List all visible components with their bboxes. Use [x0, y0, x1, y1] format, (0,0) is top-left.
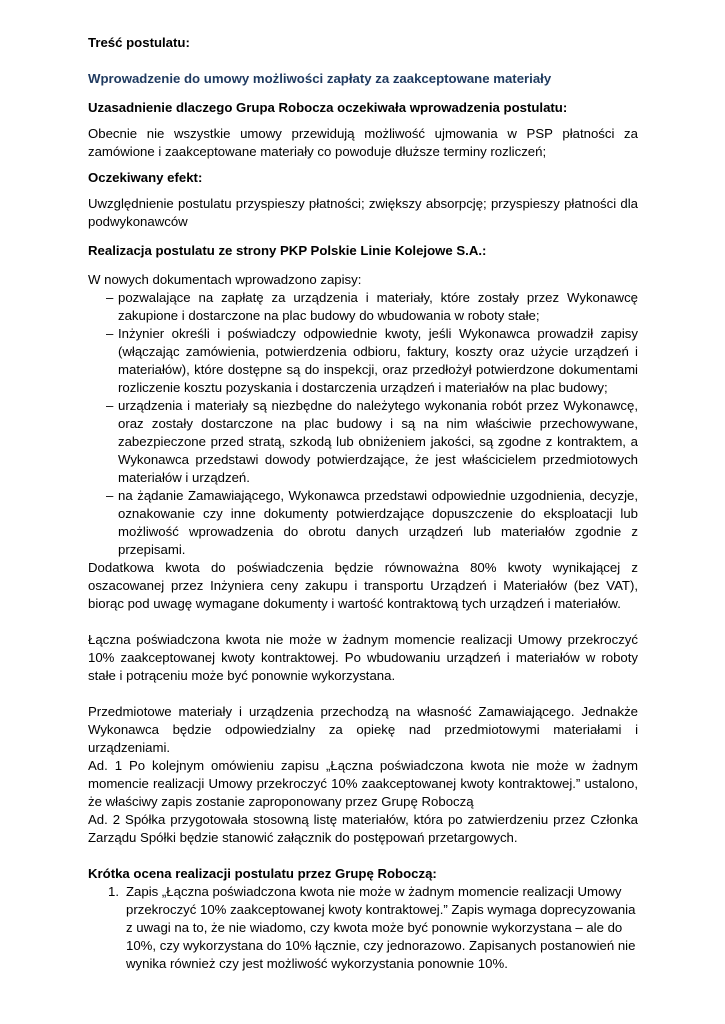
realizacja-list — [88, 289, 638, 559]
laczna-text: Łączna poświadczona kwota nie może w żadnym momencie realizacji Umowy przekroczyć 10% zaakceptowanej kwoty kontraktowej. Po wbudowaniu urządzeń i materiałów w roboty stałe i potrąceniu może być ponownie wykorzystana. — [88, 632, 638, 683]
list-item — [88, 325, 638, 397]
heading-ocena: Krótka ocena realizacji postulatu przez Grupę Roboczą: — [88, 866, 437, 881]
dash-bullet: – — [106, 326, 114, 341]
dash-bullet: – — [106, 488, 114, 503]
dodatkowa-text: Dodatkowa kwota do poświadczenia będzie równoważna 80% kwoty wynikającej z oszacowanej przez Inżyniera ceny zakupu i transportu Urządzeń i Materiałów (bez VAT), biorąc pod uwagę wymagane dokumenty i wartość kontraktową tych urządzeń i materiałów. — [88, 560, 638, 611]
list-item-text: pozwalające na zapłatę za urządzenia i materiały, które zostały przez Wykonawcę zakupione i dostarczone na plac budowy do wbudowania w roboty stałe; — [118, 290, 638, 323]
uzasadnienie-text: Obecnie nie wszystkie umowy przewidują możliwość ujmowania w PSP płatności za zamówione i zaakceptowane materiały co powoduje dłuższe terminy rozliczeń; — [88, 126, 638, 159]
efekt-text: Uwzględnienie postulatu przyspieszy płatności; zwiększy absorpcję; przyspieszy płatności dla podwykonawców — [88, 196, 638, 229]
ocena-list — [88, 883, 638, 973]
list-item-text: na żądanie Zamawiającego, Wykonawca przedstawi odpowiednie uzgodnienia, decyzje, oznakowanie czy inne dokumenty potwierdzające dopuszczenie do eksploatacji lub możliwość wprowadzenia do obrotu danych urządzeń lub materiałów zgodnie z przepisami. — [118, 488, 638, 557]
ad1-text: Ad. 1 Po kolejnym omówieniu zapisu „Łączna poświadczona kwota nie może w żadnym momencie realizacji Umowy przekroczyć 10% zaakceptowanej kwoty kontraktowej.” ustalono, że właściwy zapis zostanie zaproponowany przez Grupę Roboczą — [88, 758, 638, 809]
realizacja-intro: W nowych dokumentach wprowadzono zapisy: — [88, 272, 362, 287]
list-item — [88, 487, 638, 559]
list-item-text: Inżynier określi i poświadczy odpowiednie kwoty, jeśli Wykonawca prowadził zapisy (włączając zamówienia, potwierdzenia odbioru, faktury, koszty oraz użycie urządzeń i materiałów), które dostępne są do inspekcji, oraz przedłożył potwierdzone dokumentami rozliczenie kosztu pozyskania i dostarczenia urządzeń i materiałów na plac budowy; — [118, 326, 638, 395]
heading-efekt: Oczekiwany efekt: — [88, 170, 203, 185]
heading-uzasadnienie: Uzasadnienie dlaczego Grupa Robocza oczekiwała wprowadzenia postulatu: — [88, 100, 568, 115]
dash-bullet: – — [106, 290, 114, 305]
heading-realizacja: Realizacja postulatu ze strony PKP Polskie Linie Kolejowe S.A.: — [88, 243, 487, 258]
list-item — [88, 883, 638, 973]
postulat-title: Wprowadzenie do umowy możliwości zapłaty za zaakceptowane materiały — [88, 71, 552, 86]
ad2-text: Ad. 2 Spółka przygotowała stosowną listę materiałów, która po zatwierdzeniu przez Członka Zarządu Spółki będzie stanowić załącznik do postępowań przetargowych. — [88, 812, 638, 845]
document-body — [88, 34, 638, 973]
heading-tresc: Treść postulatu: — [88, 35, 190, 50]
list-number: 1. — [108, 884, 119, 899]
list-item — [88, 289, 638, 325]
list-item-text: Zapis „Łączna poświadczona kwota nie może w żadnym momencie realizacji Umowy przekroczyć 10% zaakceptowanej kwoty kontraktowej.” Zapis wymaga doprecyzowania z uwagi na to, że nie wiadomo, czy kwota może być ponownie wykorzystana – ale do 10%, czy wykorzystana do 10% łącznie, czy jednorazowo. Zapisanych postanowień nie wynika również czy jest możliwość wykorzystania ponownie 10%. — [126, 884, 636, 971]
list-item-text: urządzenia i materiały są niezbędne do należytego wykonania robót przez Wykonawcę, oraz zostały dostarczone na plac budowy i są na nim właściwie przechowywane, zabezpieczone przed stratą, szkodą lub obniżeniem jakości, są zgodne z kontraktem, a Wykonawca przedstawi dowody potwierdzające, że jest właścicielem przedmiotowych materiałów i urządzeń. — [118, 398, 638, 485]
list-item — [88, 397, 638, 487]
przedmiotowe-text: Przedmiotowe materiały i urządzenia przechodzą na własność Zamawiającego. Jednakże Wykonawca będzie odpowiedzialny za opiekę nad przedmiotowymi materiałami i urządzeniami. — [88, 704, 638, 755]
dash-bullet: – — [106, 398, 114, 413]
